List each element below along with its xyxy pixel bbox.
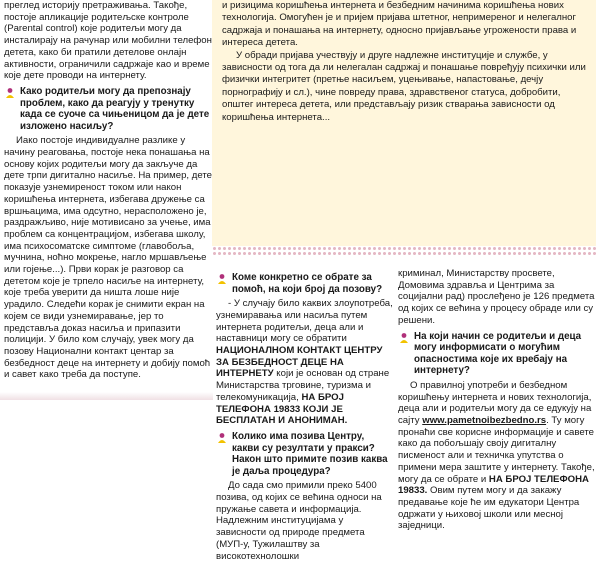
- middle-column: [216, 268, 394, 562]
- answer-2: [216, 298, 394, 427]
- question-1: Како родитељи могу да препознају проблем, како да реагују у тренутку када се суоче са чињеницом да је дете изложено насиљу?: [20, 85, 210, 132]
- question-block-3: [216, 431, 394, 477]
- question-4: На који начин се родитељи и деца могу информисати о могућим опасностима које их вребају на интернету?: [414, 330, 582, 377]
- right-column: [398, 268, 598, 532]
- contact-center-phone: НА БРОЈ ТЕЛЕФОНА 19833 КОЈИ ЈЕ БЕСПЛАТАН И АНОНИМАН.: [216, 391, 348, 427]
- question-3: Колико има позива Центру, какви су резултати у пракси? Након што примите позив каква је даља процедура?: [232, 430, 388, 477]
- answer-4-part-a: О правилној употреби и безбедном коришћењу интернета и нових технологија, деца али и родитељи могу да се едукују на сајту: [398, 379, 592, 426]
- question-2: Коме конкретно се обрате за помоћ, на који број да позову?: [232, 272, 383, 295]
- contact-center-name: НАЦИОНАЛНОМ КОНТАКТ ЦЕНТРУ ЗА БЕЗБЕДНОСТ ДЕЦЕ НА ИНТЕРНЕТУ: [216, 345, 383, 380]
- answer-4-part-c: Овим путем могу и да закажу предавање које ће им едукатори Центра одржати у њиховој школи или месној заједници.: [398, 485, 580, 532]
- question-block-1: [4, 86, 217, 132]
- answer-3: До сада смо примили преко 5400 позива, од којих се већина односи на пружање савета и информација. Надлежним институцијама у зависности од природе предмета (МУП-у, Тужилаштву за високотехнолошки: [216, 480, 382, 562]
- left-intro-paragraph: преглед историју претраживања. Такође, постоје апликације родитељске контроле (Parental control) које родитељи могу да инсталирају на рачунар или мобилни телефон детета, како би пратили детелове онлајн активности, ограничили садржаје као и време које дете проводи на интернету.: [4, 0, 212, 82]
- info-box-paragraph-1: и ризицима коришћења интернета и безбедним начинима коришћења нових технологија. Омогућен је и пријем пријава штетног, непримереног и нелегалног садржаја и понашања на интернету, односно пријављање угрожености права и интереса детета.: [222, 0, 577, 49]
- bottom-fade: [0, 392, 213, 400]
- info-box-paragraph-2: У обради пријава учествују и друге надлежне институције и службе, у зависности од тога да ли нелегалан садржај и понашање повређују психички или физички интегритет (претње насиљем, уцењивање, напастовање, дечју порнографију и сл.), чине повреду права, здравственог статуса, добробити, општег интереса детета, или представљају ризик стварања зависности од коришћења интернета...: [222, 49, 586, 123]
- answer-4-part-b: . Ту могу пронаћи све корисне информације и савете како да побољшају своју дигиталну писменост али и техничка упутства о примени мера заштите у интернету. Такође, могу да се обрате и: [398, 415, 595, 485]
- left-column: [0, 0, 217, 381]
- answer-2-part-a: - У случају било каквих злоупотреба, узнемиравања или насиља путем интернета родитељи, деца али и наставници могу се обратити: [216, 298, 393, 345]
- person-question-icon: [4, 87, 16, 132]
- phone-number: НА БРОЈ ТЕЛЕФОНА 19833.: [398, 473, 589, 497]
- question-block-2: [216, 272, 394, 295]
- person-question-icon: [398, 332, 410, 377]
- answer-1: Иако постоје индивидуалне разлике у начину реаговања, постоје нека понашања на основу којих родитељи могу да закључе да дете трпи дигитално насиље. На пример, дете показује узнемиреност током или након коришћења интернета, избегава дружење са вршњацима, има одсутно, нерасположено је, раздражљиво, није мотивисано за учење, има проблем са концентрацијом, избегава школу, има психосоматске симптоме (главобоља, мучнина, ноћно мокрење, нагло мршављење или гојење...). Први корак је разговор са дететом које је трпело насиље на интернету, које треба уверити да ништа лоше није урадило. Следећи корак је снимити екран на којем се види узнемиравање, јер то представља доказ насиља и припазити полицији. У било ком случају, увек могу да позову Национални контакт центар за безбедност деце на интернету и добију помоћ и савет како треба да поступе.: [4, 135, 212, 381]
- person-question-icon: [216, 432, 228, 477]
- website-link[interactable]: www.pametnoibezbedno.rs: [422, 415, 547, 426]
- person-question-icon: [216, 273, 228, 295]
- answer-4: [398, 380, 598, 532]
- right-paragraph-1: криминал, Министарству просвете, Домовима здравља и Центрима за социјални рад) прослеђено је 126 предмета од којих се већина у процесу обраде или су решени.: [398, 268, 595, 326]
- question-block-4: [398, 331, 598, 377]
- answer-2-part-b: који је основан од стране Министарства трговине, туризма и телекомуникација,: [216, 368, 390, 403]
- info-box: [212, 0, 596, 246]
- dotted-separator: [212, 246, 596, 256]
